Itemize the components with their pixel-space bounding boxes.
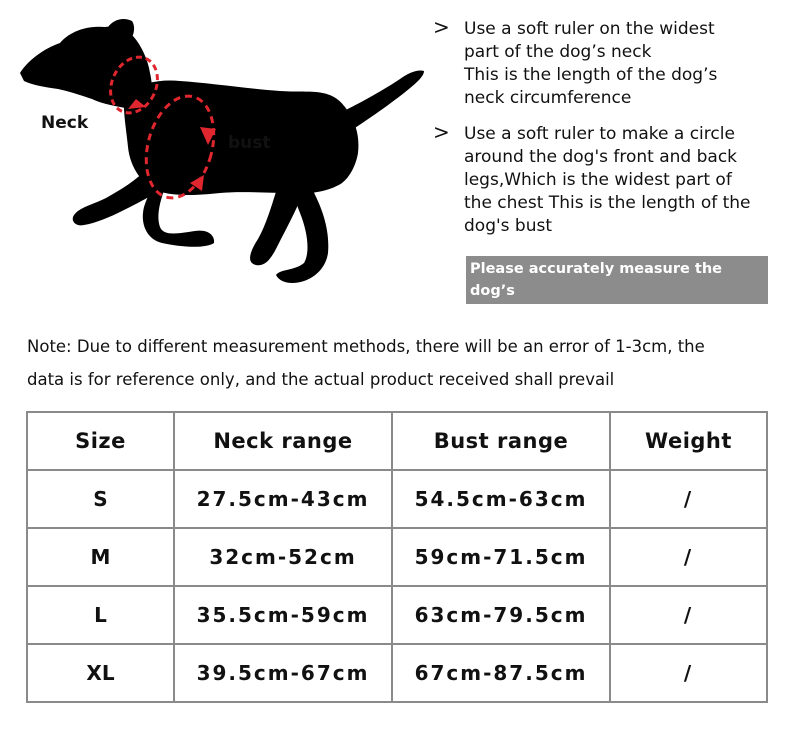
size-cell: S xyxy=(27,470,174,528)
bust-range-cell: 59cm-71.5cm xyxy=(392,528,610,586)
neck-range-cell: 39.5cm-67cm xyxy=(174,644,392,702)
header-weight: Weight xyxy=(610,412,767,470)
bust-range-cell: 54.5cm-63cm xyxy=(392,470,610,528)
size-cell: M xyxy=(27,528,174,586)
dog-silhouette xyxy=(20,19,424,283)
neck-range-cell: 32cm-52cm xyxy=(174,528,392,586)
neck-label: Neck xyxy=(41,113,89,133)
bust-instruction xyxy=(433,120,783,238)
size-cell: L xyxy=(27,586,174,644)
weight-cell: / xyxy=(610,586,767,644)
neck-instruction xyxy=(433,15,783,110)
dog-measurement-illustration xyxy=(10,15,440,305)
header-size: Size xyxy=(27,412,174,470)
note-line-2: data is for reference only, and the actual product received shall prevail xyxy=(27,370,615,389)
note-line-1: Note: Due to different measurement methods, there will be an error of 1-3cm, the xyxy=(27,337,705,356)
chevron-right-icon: > xyxy=(433,15,450,39)
banner-line-2: neck and chest circumference~ xyxy=(470,305,728,321)
size-cell: XL xyxy=(27,644,174,702)
measurement-note xyxy=(27,330,777,396)
table-row xyxy=(27,528,767,586)
size-chart-table xyxy=(26,411,768,703)
measure-notice-banner xyxy=(466,256,768,321)
bust-range-cell: 67cm-87.5cm xyxy=(392,644,610,702)
bust-range-cell: 63cm-79.5cm xyxy=(392,586,610,644)
header-bust-range: Bust range xyxy=(392,412,610,470)
table-row xyxy=(27,644,767,702)
neck-instruction-text: Use a soft ruler on the widest part of the dog’s neck This is the length of the dog’s neck circumference xyxy=(464,19,718,108)
header-neck-range: Neck range xyxy=(174,412,392,470)
weight-cell: / xyxy=(610,528,767,586)
weight-cell: / xyxy=(610,470,767,528)
weight-cell: / xyxy=(610,644,767,702)
bust-label: bust xyxy=(228,133,271,153)
neck-range-cell: 27.5cm-43cm xyxy=(174,470,392,528)
neck-range-cell: 35.5cm-59cm xyxy=(174,586,392,644)
table-row xyxy=(27,586,767,644)
bust-instruction-text: Use a soft ruler to make a circle around the dog's front and back legs,Which is the widest part of the chest This is the length of the dog's bust xyxy=(464,124,751,236)
chevron-right-icon: > xyxy=(433,120,450,144)
banner-line-1: Please accurately measure the dog’s xyxy=(470,261,723,299)
table-row xyxy=(27,470,767,528)
table-header-row xyxy=(27,412,767,470)
